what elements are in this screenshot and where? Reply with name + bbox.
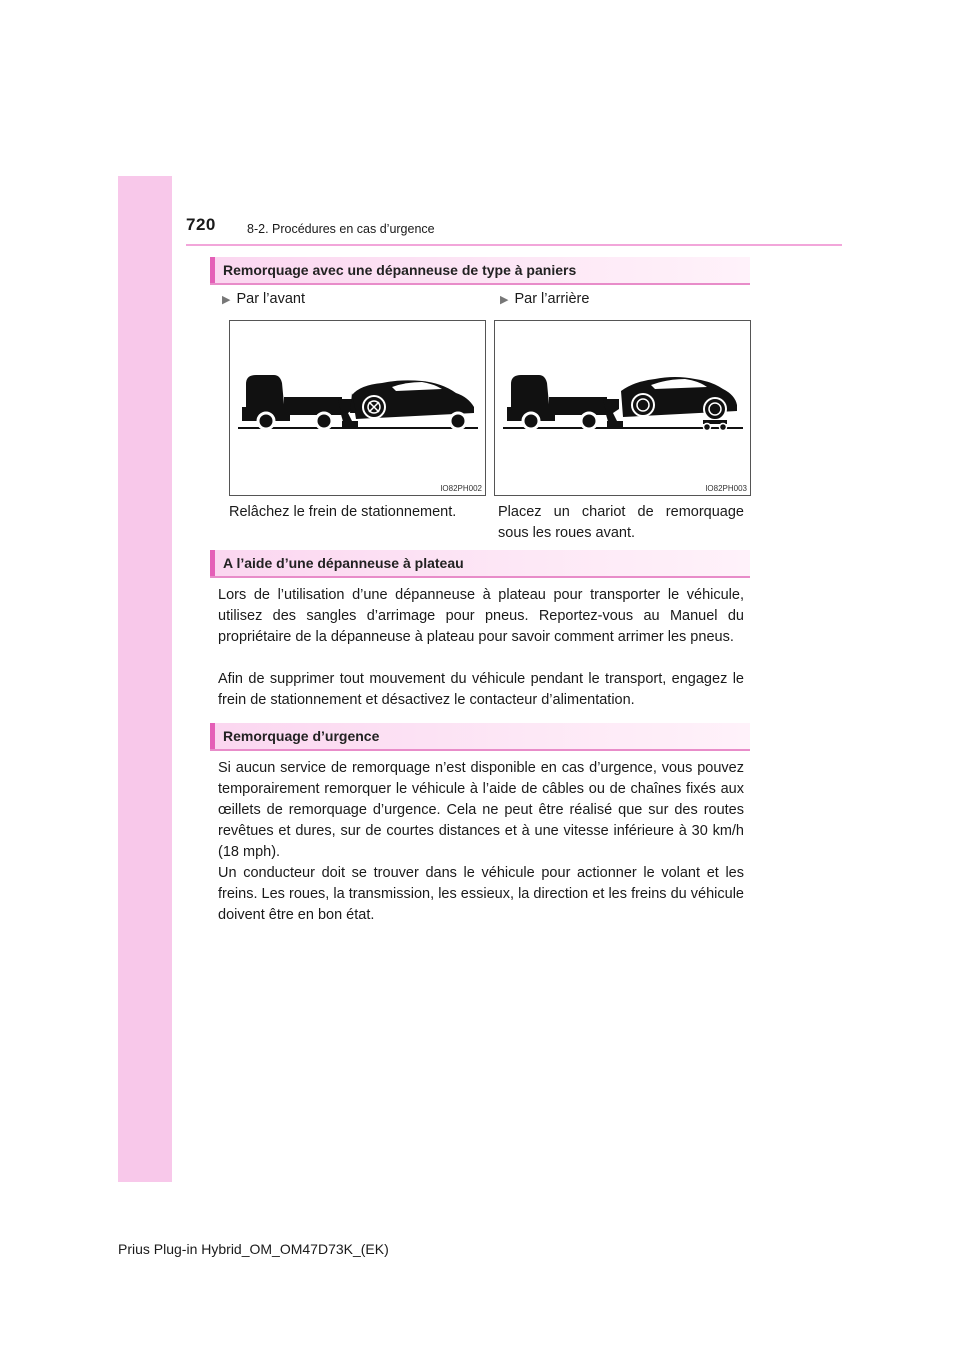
header-rule — [186, 244, 842, 246]
option-rear-label: Par l’arrière — [514, 291, 590, 307]
figure-front-tow — [229, 320, 486, 496]
section-title: 8-2. Procédures en cas d’urgence — [247, 222, 435, 236]
tow-truck-rear-illustration — [495, 321, 750, 495]
caption-rear — [498, 502, 744, 544]
triangle-bullet-icon: ▶ — [222, 294, 231, 306]
tow-truck-front-illustration — [230, 321, 485, 495]
chapter-side-bar — [118, 176, 172, 1182]
option-rear — [500, 291, 589, 307]
option-front-label: Par l’avant — [236, 291, 305, 307]
triangle-bullet-icon: ▶ — [500, 294, 509, 306]
heading-flatbed — [210, 550, 750, 578]
figure-rear-tow — [494, 320, 751, 496]
figure-code: IO82PH003 — [705, 484, 747, 493]
caption-rear-line-1: Placez un chariot de remorquage — [498, 504, 744, 520]
heading-basket-tow-text: Remorquage avec une dépanneuse de type à paniers — [223, 262, 577, 278]
heading-emergency-tow-text: Remorquage d’urgence — [223, 728, 380, 744]
paragraph-emergency-2: Un conducteur doit se trouver dans le véhicule pour actionner le volant et les freins. Les roues, la transmission, les essieux, la direction et les freins du véhicule doivent être en bon état. — [218, 865, 744, 923]
paragraph-flatbed-2: Afin de supprimer tout mouvement du véhicule pendant le transport, engagez le frein de stationnement et désactivez le contacteur d’alimentation. — [218, 671, 744, 708]
option-front — [222, 291, 305, 307]
page-number: 720 — [186, 215, 216, 234]
caption-front: Relâchez le frein de stationnement. — [229, 504, 457, 520]
heading-basket-tow — [210, 257, 750, 285]
paragraph-emergency-1: Si aucun service de remorquage n’est disponible en cas d’urgence, vous pouvez temporairement remorquer le véhicule à l’aide de câbles ou de chaînes fixés aux œillets de remorquage d’urgence. Cela ne peut être réalisé que sur des routes revêtues et dures, sur de courtes distances et à une vitesse inférieure à 30 km/h (18 mph). — [218, 760, 744, 860]
paragraph-flatbed-1: Lors de l’utilisation d’une dépanneuse à plateau pour transporter le véhicule, utilisez des sangles d’arrimage pour pneus. Reportez-vous au Manuel du propriétaire de la dépanneuse à plateau pour savoir comment arrimer les pneus. — [218, 587, 744, 645]
footer-document-id: Prius Plug-in Hybrid_OM_OM47D73K_(EK) — [118, 1241, 389, 1257]
heading-emergency-tow — [210, 723, 750, 751]
caption-rear-line-2: sous les roues avant. — [498, 525, 636, 541]
figure-code: IO82PH002 — [440, 484, 482, 493]
heading-flatbed-text: A l’aide d’une dépanneuse à plateau — [223, 555, 464, 571]
